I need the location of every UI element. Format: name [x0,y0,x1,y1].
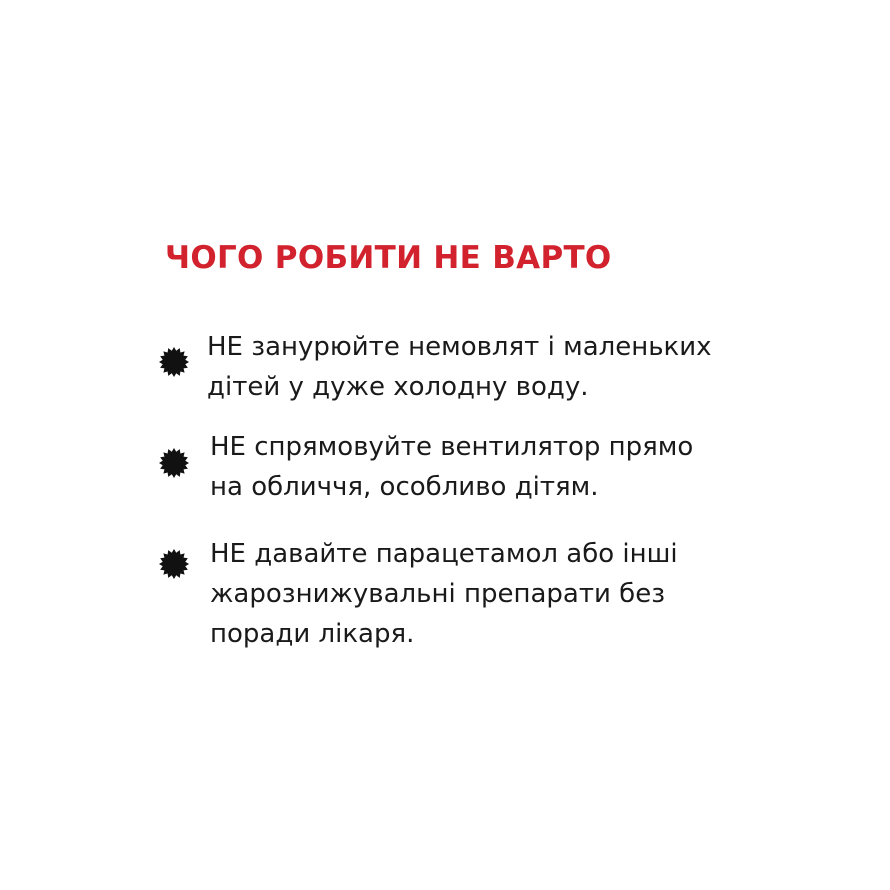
list-item-text: НЕ занурюйте немовлят і маленьких дітей у дуже холодну воду. [207,332,712,402]
starburst-bullet-icon [158,346,190,378]
starburst-bullet-icon [158,548,190,580]
list-item-text: НЕ давайте парацетамол або інші жарознижувальні препарати без поради лікаря. [210,539,678,649]
page-title: ЧОГО РОБИТИ НЕ ВАРТО [165,240,612,276]
list-item-text: НЕ спрямовуйте вентилятор прямо на обличчя, особливо дітям. [210,432,694,502]
starburst-bullet-icon [158,447,190,479]
